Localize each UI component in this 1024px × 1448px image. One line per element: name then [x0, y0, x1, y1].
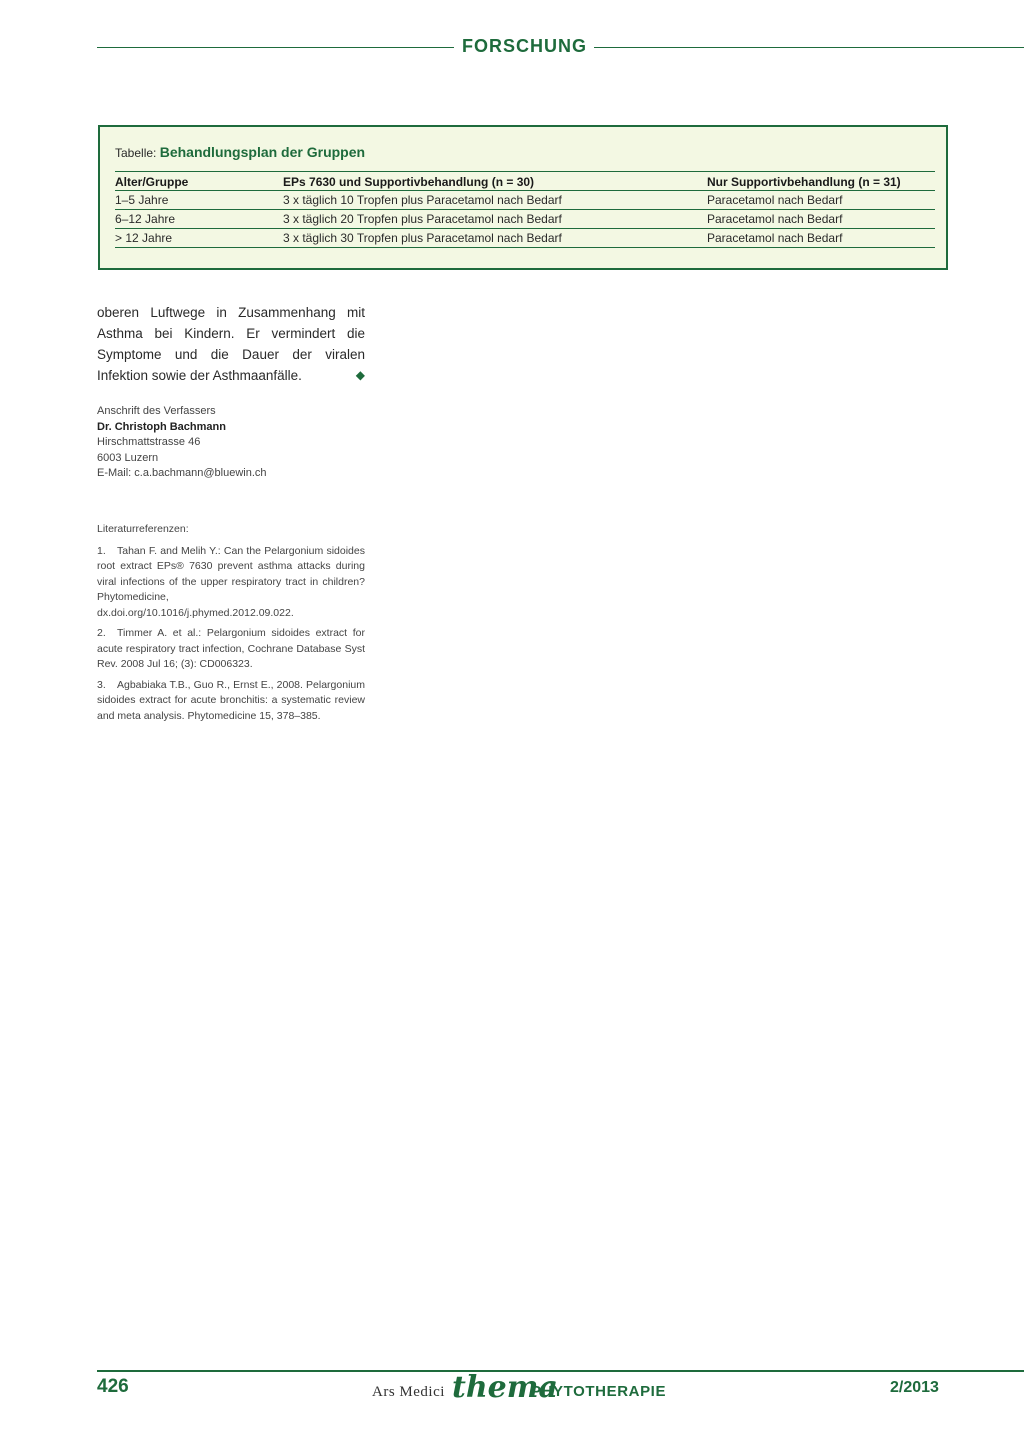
table-cell: Paracetamol nach Bedarf — [707, 191, 935, 210]
table-row — [115, 229, 935, 248]
table-cell: Paracetamol nach Bedarf — [707, 229, 935, 248]
table-cell: 3 x täglich 20 Tropfen plus Paracetamol nach Bedarf — [283, 210, 707, 229]
table-caption-prefix: Tabelle: — [115, 146, 157, 160]
reference-number: 1. — [97, 544, 106, 557]
table-cell: 1–5 Jahre — [115, 191, 283, 210]
references — [97, 522, 365, 729]
table-cell: > 12 Jahre — [115, 229, 283, 248]
author-email[interactable]: E-Mail: c.a.bachmann@bluewin.ch — [97, 467, 267, 479]
table-cell: 6–12 Jahre — [115, 210, 283, 229]
reference-item — [97, 678, 365, 725]
author-name: Dr. Christoph Bachmann — [97, 420, 226, 433]
address-street: Hirschmattstrasse 46 — [97, 436, 201, 448]
reference-number: 3. — [97, 678, 106, 691]
references-heading: Literaturreferenzen: — [97, 523, 189, 535]
reference-item — [97, 626, 365, 673]
address-label: Anschrift des Verfassers — [97, 405, 216, 417]
table-header-row — [115, 172, 935, 191]
reference-text: Agbabiaka T.B., Guo R., Ernst E., 2008. Pelargonium sidoides extract for acute bronchitis: a systematic review and meta analysis. Phytomedicine 15, 378–385. — [97, 678, 365, 722]
table-caption — [115, 144, 365, 160]
treatment-table — [115, 171, 935, 248]
footer-topic: PHYTOTHERAPIE — [531, 1383, 667, 1400]
address-city: 6003 Luzern — [97, 451, 159, 464]
reference-item — [97, 544, 365, 622]
reference-text: Timmer A. et al.: Pelargonium sidoides extract for acute respiratory tract infection, Cochrane Database Syst Rev. 2008 Jul 16; (3): CD006323. — [97, 627, 365, 670]
issue-number: 2/2013 — [890, 1379, 939, 1396]
column-header-eps: EPs 7630 und Supportivbehandlung (n = 30) — [283, 172, 707, 191]
header-rule-left — [97, 47, 454, 48]
table-row — [115, 191, 935, 210]
brand-logo-text: Ars Medici — [372, 1384, 445, 1400]
reference-number: 2. — [97, 627, 106, 639]
reference-text: Tahan F. and Melih Y.: Can the Pelargonium sidoides root extract EPs® 7630 prevent asthma attacks during viral infections of the upper respiratory tract in children? Phytomedicine, dx.doi.org/10.1016/j.phymed.2012.09.022. — [97, 544, 365, 619]
diamond-icon: ◆ — [355, 368, 365, 382]
article-text: oberen Luftwege in Zusammenhang mit Asthma bei Kindern. Er vermindert die Symptome und die Dauer der viralen Infektion sowie der Asthmaanfälle. — [97, 305, 365, 383]
table-cell: 3 x täglich 30 Tropfen plus Paracetamol nach Bedarf — [283, 229, 707, 248]
footer-rule — [97, 1370, 1024, 1372]
table-row — [115, 210, 935, 229]
author-address — [97, 404, 267, 482]
header-rule-right — [594, 47, 1024, 48]
column-header-age: Alter/Gruppe — [115, 172, 283, 191]
table-caption-title: Behandlungsplan der Gruppen — [159, 144, 366, 160]
section-title: FORSCHUNG — [462, 36, 587, 56]
article-paragraph — [97, 302, 365, 386]
page-number: 426 — [97, 1376, 129, 1397]
table-cell: 3 x täglich 10 Tropfen plus Paracetamol nach Bedarf — [283, 191, 707, 210]
column-header-supportive: Nur Supportivbehandlung (n = 31) — [707, 172, 935, 191]
table-cell: Paracetamol nach Bedarf — [707, 210, 935, 229]
brand-thema-script: thema — [452, 1370, 558, 1405]
treatment-table-box — [98, 125, 948, 270]
